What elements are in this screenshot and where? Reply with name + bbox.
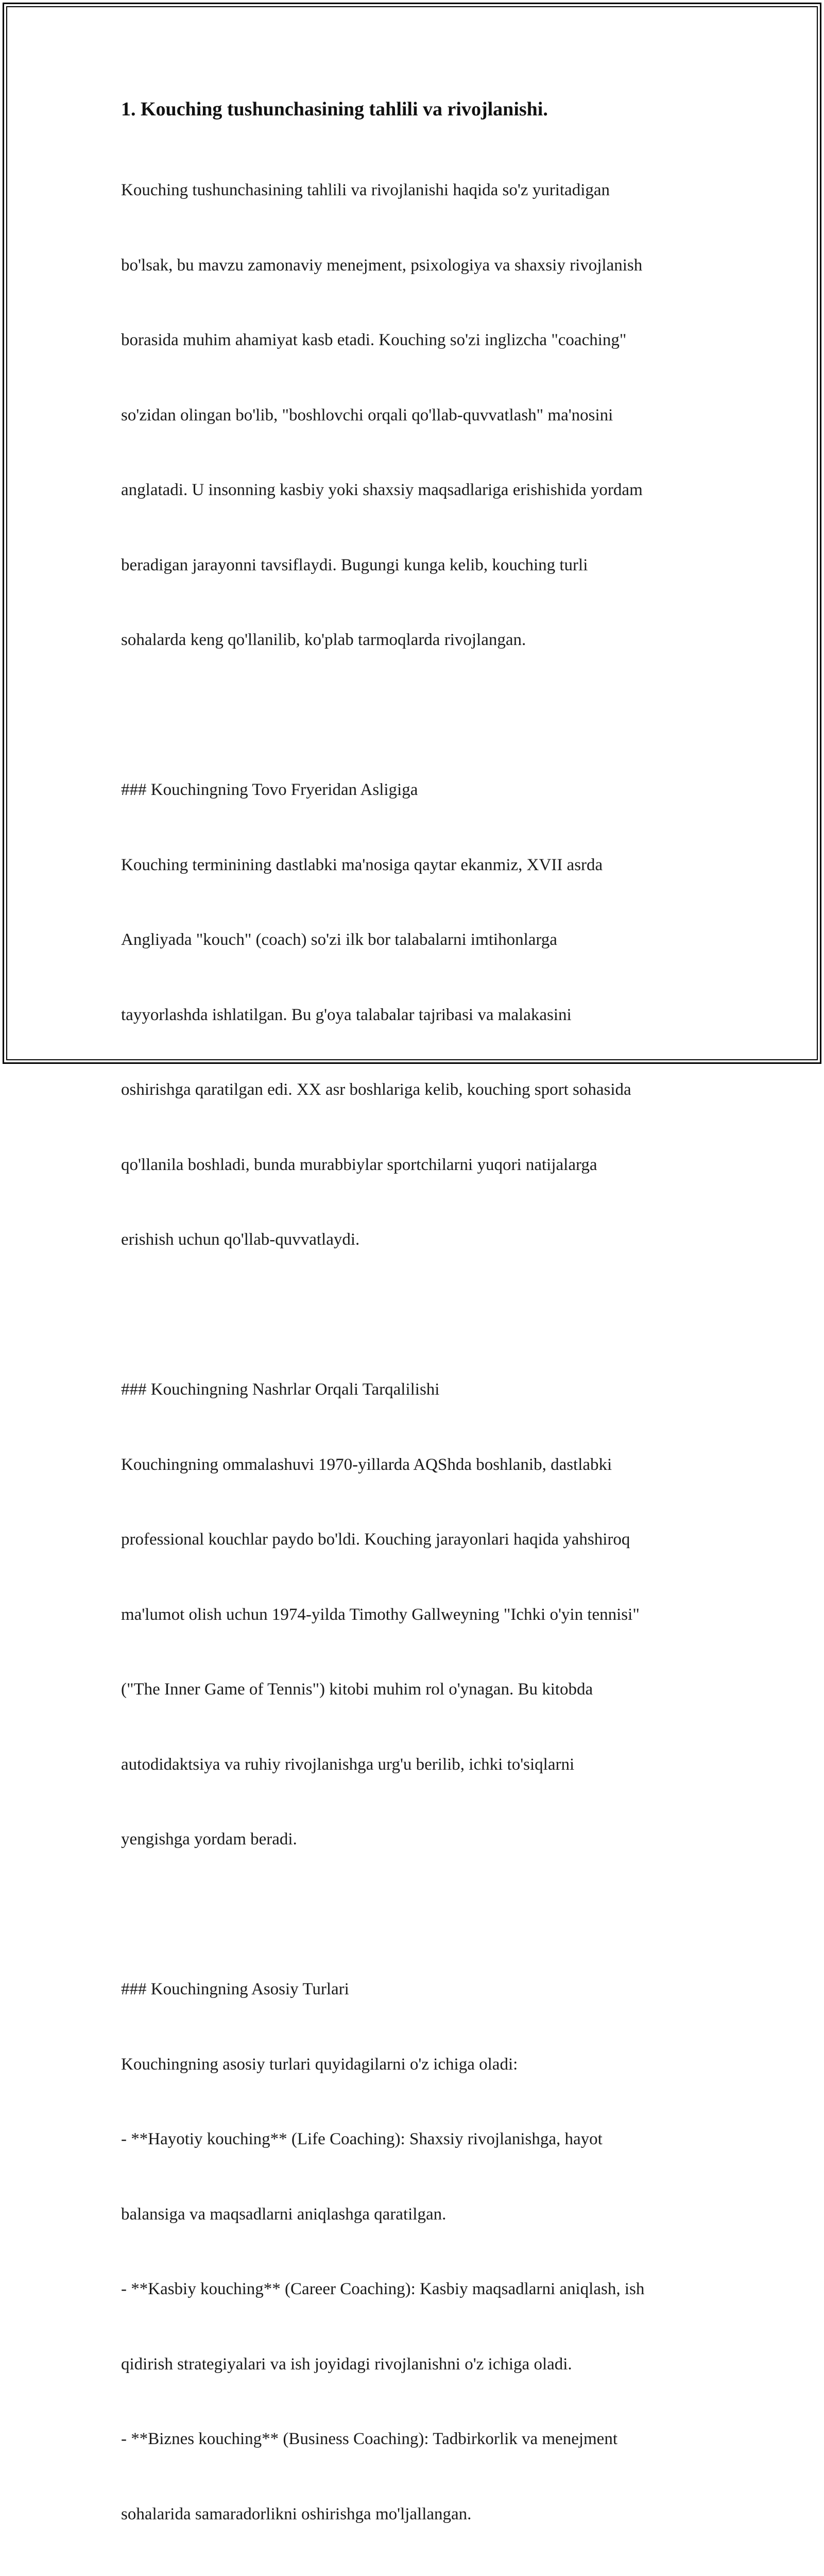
- text-line: tayyorlashda ishlatilgan. Bu g'oya talabalar tajribasi va malakasini: [121, 1005, 572, 1024]
- text-line: ma'lumot olish uchun 1974-yilda Timothy Gallweyning "Ichki o'yin tennisi": [121, 1605, 640, 1624]
- text-line: Kouching tushunchasining tahlili va rivojlanishi haqida so'z yuritadigan: [121, 181, 610, 199]
- text-line: beradigan jarayonni tavsiflaydi. Bugungi kunga kelib, kouching turli: [121, 555, 588, 574]
- text-line: Kouching terminining dastlabki ma'nosiga qaytar ekanmiz, XVII asrda: [121, 855, 603, 874]
- text-line: sohalarda keng qo'llanilib, ko'plab tarmoqlarda rivojlangan.: [121, 631, 526, 649]
- text-line: borasida muhim ahamiyat kasb etadi. Kouching so'zi inglizcha "coaching": [121, 331, 627, 349]
- text-line: qidirish strategiyalari va ish joyidagi rivojlanishni o'z ichiga oladi.: [121, 2354, 572, 2374]
- text-line: professional kouchlar paydo bo'ldi. Kouching jarayonlari haqida yahshiroq: [121, 1530, 630, 1549]
- text-line: sohalarida samaradorlikni oshirishga mo'ljallangan.: [121, 2504, 472, 2523]
- text-line: anglatadi. U insonning kasbiy yoki shaxsiy maqsadlariga erishishida yordam: [121, 481, 643, 499]
- section-publications: [121, 1327, 708, 1902]
- text-line: bo'lsak, bu mavzu zamonaviy menejment, psixologiya va shaxsiy rivojlanish: [121, 256, 643, 275]
- section-heading: ### Kouchingning Asosiy Turlari: [121, 1980, 349, 1998]
- section-heading: ### Kouchingning Tovo Fryeridan Asligiga: [121, 781, 418, 799]
- text-line: Kouchingning ommalashuvi 1970-yillarda AQShda boshlanib, dastlabki: [121, 1455, 612, 1474]
- paragraph-gap: [121, 703, 708, 728]
- section-heading: ### Kouchingning Nashrlar Orqali Tarqalilishi: [121, 1380, 440, 1399]
- paragraph-gap: [121, 1302, 708, 1328]
- text-line: Kouchingning asosiy turlari quyidagilarni o'z ichiga oladi:: [121, 2055, 518, 2074]
- document-title: 1. Kouching tushunchasining tahlili va rivojlanishi.: [121, 98, 548, 120]
- list-item: - **Kasbiy kouching** (Career Coaching): Kasbiy maqsadlarni aniqlash, ish: [121, 2280, 645, 2298]
- text-line: balansiga va maqsadlarni aniqlashga qaratilgan.: [121, 2205, 447, 2224]
- text-line: erishish uchun qo'llab-quvvatlaydi.: [121, 1230, 360, 1249]
- list-item: - **Biznes kouching** (Business Coaching): Tadbirkorlik va menejment: [121, 2430, 617, 2448]
- document-body: [121, 97, 708, 2576]
- text-line: oshirishga qaratilgan edi. XX asr boshlariga kelib, kouching sport sohasida: [121, 1080, 631, 1099]
- text-line: autodidaktsiya va ruhiy rivojlanishga urg'u berilib, ichki to'siqlarni: [121, 1755, 575, 1774]
- paragraph-gap: [121, 1902, 708, 1927]
- list-item: - **Hayotiy kouching** (Life Coaching): Shaxsiy rivojlanishga, hayot: [121, 2130, 603, 2148]
- text-line: qo'llanila boshladi, bunda murabbiylar sportchilarni yuqori natijalarga: [121, 1155, 597, 1174]
- section-origins: [121, 727, 708, 1302]
- text-line: ("The Inner Game of Tennis") kitobi muhim rol o'ynagan. Bu kitobda: [121, 1680, 593, 1699]
- text-line: Angliyada "kouch" (coach) so'zi ilk bor talabalarni imtihonlarga: [121, 930, 557, 949]
- intro-paragraph: [121, 128, 708, 703]
- text-line: yengishga yordam beradi.: [121, 1830, 297, 1849]
- text-line: so'zidan olingan bo'lib, "boshlovchi orqali qo'llab-quvvatlash" ma'nosini: [121, 405, 613, 425]
- section-types: [121, 1927, 708, 2576]
